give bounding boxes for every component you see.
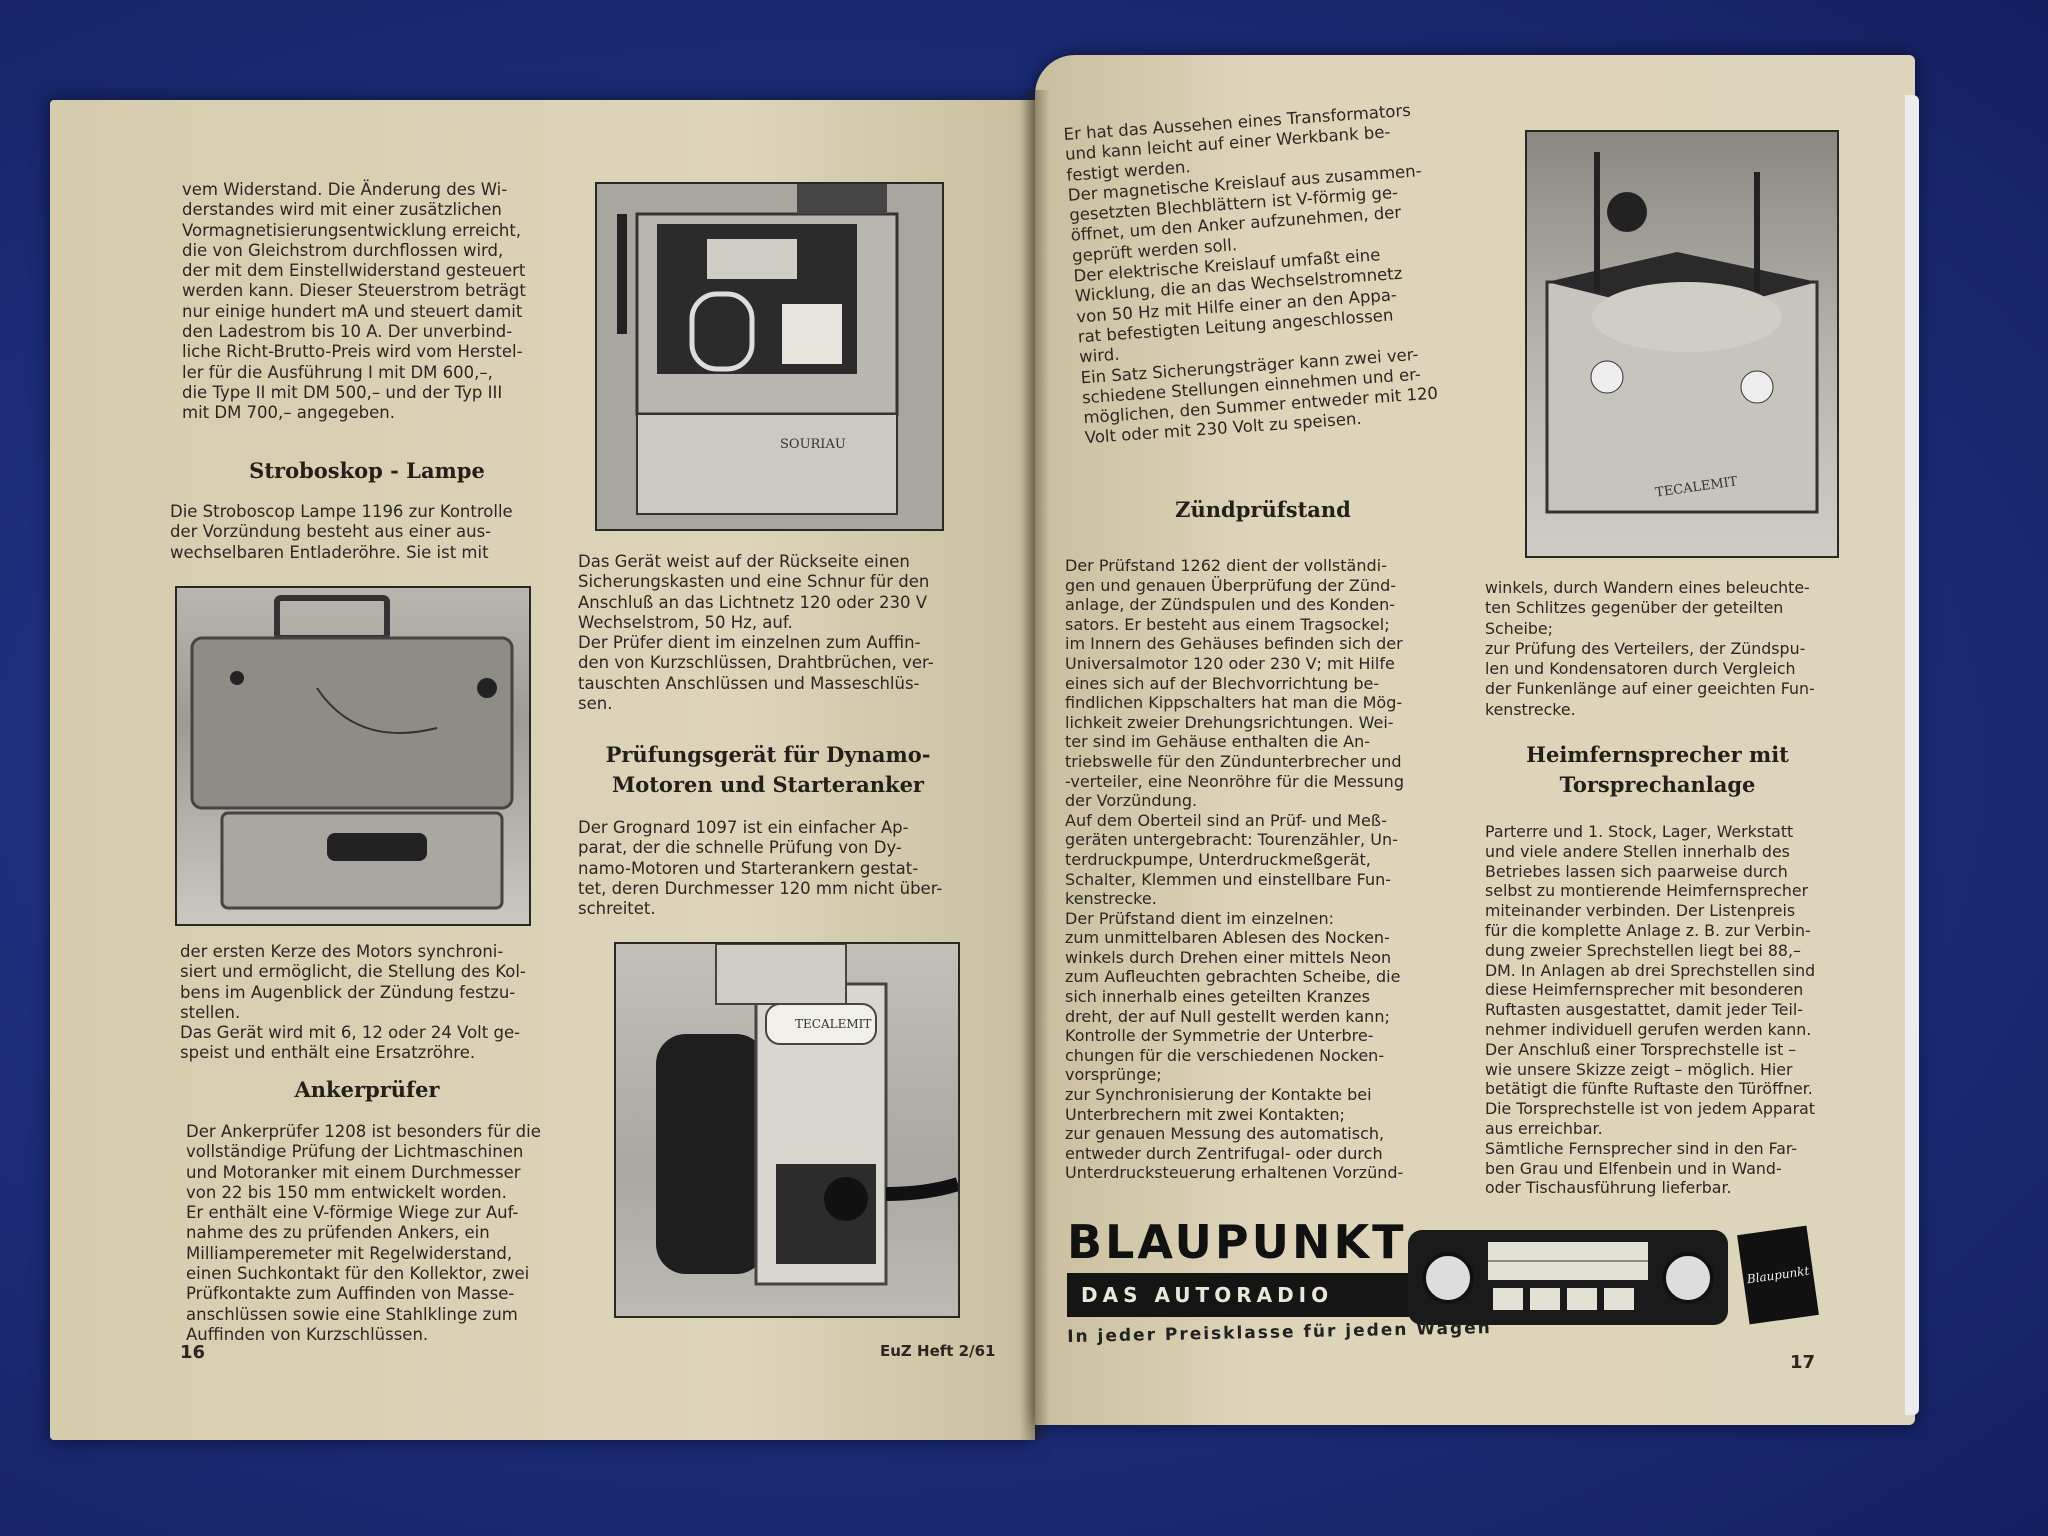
ad-subtitle: DAS AUTORADIO — [1067, 1273, 1416, 1317]
intro-paragraph: vem Widerstand. Die Änderung des Wi- derstandes wird mit einer zusätzlichen Vormagnetisierungsentwicklung erreicht, die von Gleichstrom durchflossen wird, der mit dem Einstellwiderstand gesteuert werden kann. Dieser Steuerstrom beträgt nur einige hundert mA und steuert damit den Ladestrom bis 10 A. Der unverbind- liche Richt-Brutto-Preis wird vom Herstel- ler für die Ausführung I mit DM 600,–, die Type II mit DM 500,– und der Typ III mit DM 700,– angegeben. — [182, 180, 526, 423]
ad-slogan: In jeder Preisklasse für jeden Wagen — [1067, 1318, 1492, 1347]
transformer-paragraph: Er hat das Aussehen eines Transformators und kann leicht auf einer Werkbank be- festigt werden. Der magnetische Kreislauf aus zusammen- gesetzten Blechblättern ist V-förmig ge- öffnet, um den Anker aufzunehmen, der geprüft werden soll. Der elektrische Kreislauf umfaßt eine Wicklung, die an das Wechselstromnetz von 50 Hz mit Hilfe einer an den Appa- rat befestigten Leitung angeschlossen wird. Ein Satz Sicherungsträger kann zwei ver- schiedene Stellungen einnehmen und er- möglichen, den Summer entweder mit 120 Volt oder mit 230 Volt zu speisen. — [1063, 100, 1439, 448]
photo-souriau-tester — [595, 182, 944, 531]
souriau-paragraph: Das Gerät weist auf der Rückseite einen Sicherungskasten und eine Schnur für den Anschluß an das Lichtnetz 120 oder 230 V Wechselstrom, 50 Hz, auf. Der Prüfer dient im einzelnen zum Auffin- den von Kurzschlüssen, Drahtbrüchen, ver- tauschten Anschlüssen und Masseschlüs- sen. — [578, 552, 934, 714]
transformer-label: TECALEMIT — [795, 1017, 872, 1031]
photo-strobe-lamp — [175, 586, 531, 926]
blaupunkt-advertisement — [1063, 1215, 1823, 1360]
heading-stroboskop: Stroboskop - Lampe — [249, 458, 485, 483]
page-number-left: 16 — [180, 1342, 206, 1363]
souriau-label: SOURIAU — [780, 437, 846, 452]
ad-badge: Blaupunkt — [1737, 1226, 1819, 1325]
heimfernsprecher-paragraph: Parterre und 1. Stock, Lager, Werkstatt und viele andere Stellen innerhalb des Betriebes lassen sich paarweise durch selbst zu montierende Heimfernsprecher miteinander verbinden. Der Listenpreis für die komplette Anlage z. B. zur Verbin- dung zweier Sprechstellen liegt bei 88,– DM. In Anlagen ab drei Sprechstellen sind diese Heimfernsprecher mit besonderen Ruftasten ausgestattet, damit jeder Teil- nehmer individuell gerufen werden kann. Der Anschluß einer Torsprechstelle ist – wie unsere Skizze zeigt – möglich. Hier betätigt die fünfte Ruftaste den Türöffner. Die Torsprechstelle ist von jedem Apparat aus erreichbar. Sämtliche Fernsprecher sind in den Far- ben Grau und Elfenbein und in Wand- oder Tischausführung lieferbar. — [1485, 822, 1816, 1198]
ankerpruefer-paragraph: Der Ankerprüfer 1208 ist besonders für die vollständige Prüfung der Lichtmaschinen und Motoranker mit einem Durchmesser von 22 bis 150 mm entwickelt worden. Er enthält eine V-förmige Wiege zur Auf- nahme des zu prüfenden Ankers, ein Milliamperemeter mit Regelwiderstand, einen Suchkontakt für den Kollektor, zwei Prüfkontakte zum Auffinden von Masse- anschlüssen sowie eine Stahlklinge zum Auffinden von Kurzschlüssen. — [186, 1122, 541, 1344]
book-gutter — [1020, 90, 1050, 1440]
photo-tecalemit-transformer — [614, 942, 960, 1318]
stroboskop-paragraph: Die Stroboscop Lampe 1196 zur Kontrolle der Vorzündung besteht aus einer aus- wechselbaren Entladeröhre. Sie ist mit — [170, 502, 513, 562]
heading-dynamo: Prüfungsgerät für Dynamo- Motoren und Starteranker — [605, 742, 931, 797]
test-stand-label: TECALEMIT — [1654, 474, 1739, 501]
transformer-illustration — [616, 944, 958, 1316]
zuendpruefstand-paragraph-2: winkels, durch Wandern eines beleuchte- ten Schlitzes gegenüber der geteilten Scheibe; zur Prüfung des Verteilers, der Zündspu- len und Kondensatoren durch Vergleich der Funkenlänge auf einer geeichten Fun- kenstrecke. — [1485, 578, 1815, 719]
souriau-tester-illustration — [597, 184, 942, 529]
heading-zuendpruefstand: Zündprüfstand — [1175, 497, 1351, 522]
dynamo-paragraph: Der Grognard 1097 ist ein einfacher Ap- parat, der die schnelle Prüfung von Dy- namo-Motoren und Starterankern gestat- tet, deren Durchmesser 120 mm nicht über- schreitet. — [578, 818, 943, 919]
issue-footer: EuZ Heft 2/61 — [880, 1342, 996, 1360]
heading-ankerpruefer: Ankerprüfer — [294, 1077, 440, 1102]
stroboskop-paragraph-2: der ersten Kerze des Motors synchroni- siert und ermöglicht, die Stellung des Kol- bens im Augenblick der Zündung festzu- stellen. Das Gerät wird mit 6, 12 oder 24 Volt ge- speist und enthält eine Ersatzröhre. — [180, 942, 526, 1063]
ad-brand: BLAUPUNKT — [1067, 1215, 1407, 1269]
zuendpruefstand-paragraph: Der Prüfstand 1262 dient der vollständi- gen und genauen Überprüfung der Zünd- anlage, der Zündspulen und des Konden- sators. Er besteht aus einem Tragsockel; im Innern des Gehäuses befinden sich der Universalmotor 120 oder 230 V; mit Hilfe eines sich auf der Blechvorrichtung be- findlichen Kippschalters hat man die Mög- lichkeit zweier Drehungsrichtungen. Wei- ter sind im Gehäuse enthalten die An- triebswelle für den Zündunterbrecher und -verteiler, eine Neonröhre für die Messung der Vorzündung. Auf dem Oberteil sind an Prüf- und Meß- geräten untergebracht: Tourenzähler, Un- terdruckpumpe, Unterdruckmeßgerät, Schalter, Klemmen und einstellbare Fun- kenstrecke. Der Prüfstand dient im einzelnen: zum unmittelbaren Ablesen des Nocken- winkels durch Drehen einer mittels Neon zum Aufleuchten gebrachten Scheibe, die sich innerhalb eines geteilten Kranzes dreht, der auf Null gestellt werden kann; Kontrolle der Symmetrie der Unterbre- chungen für die verschiedenen Nocken- vorsprünge; zur Synchronisierung der Kontakte bei Unterbrechern mit zwei Kontakten; zur genauen Messung des automatisch, entweder durch Zentrifugal- oder durch Unterdrucksteuerung erhaltenen Vorzünd- — [1065, 556, 1404, 1183]
page-number-right: 17 — [1790, 1352, 1816, 1373]
heading-heimfernsprecher: Heimfernsprecher mit Torsprechanlage — [1526, 742, 1789, 797]
page-edges — [1905, 95, 1919, 1415]
strobe-lamp-illustration — [177, 588, 529, 924]
car-radio-icon — [1408, 1220, 1728, 1330]
